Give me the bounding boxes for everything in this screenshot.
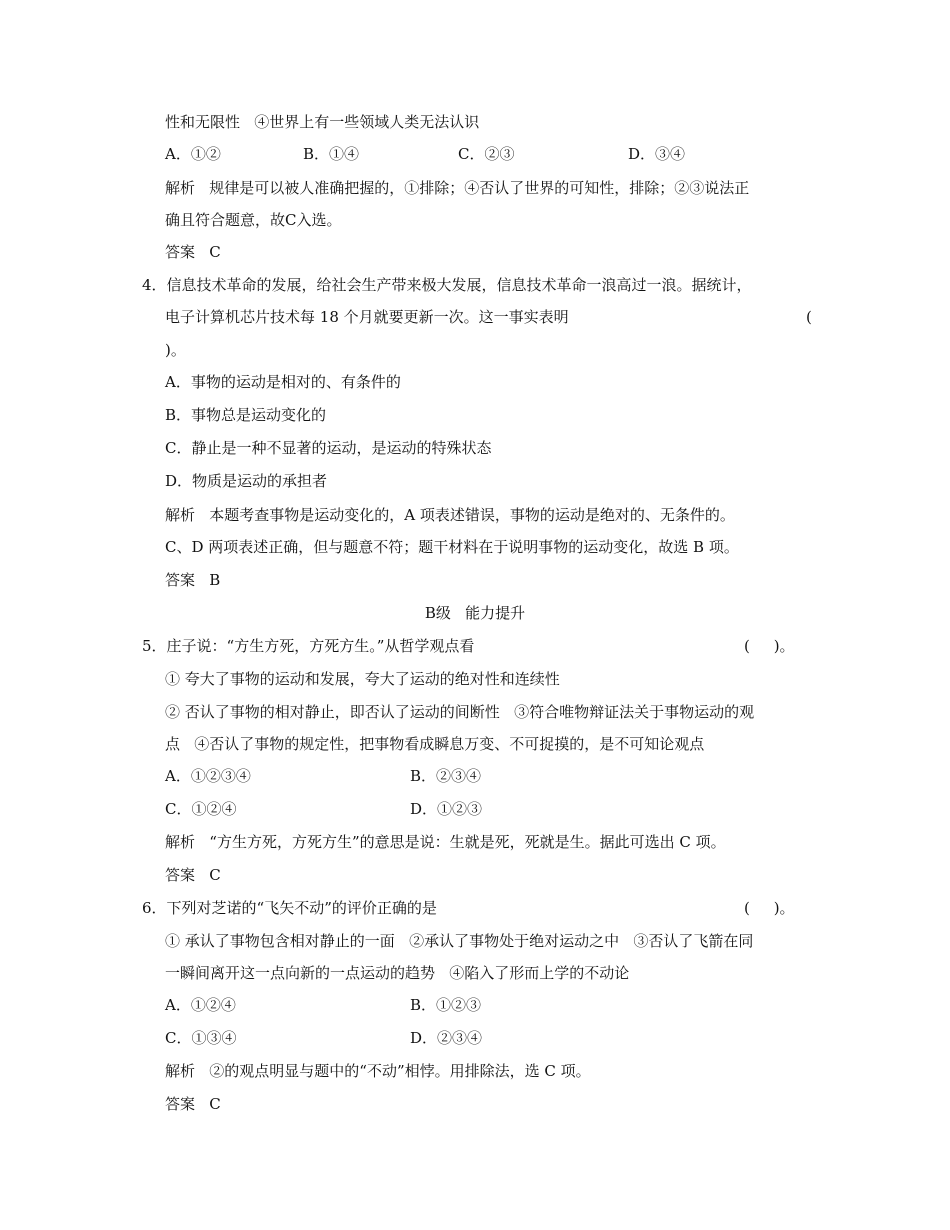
q4-stem-line-3: )。: [165, 341, 186, 359]
q5-statement-1: ① 夸大了事物的运动和发展，夸大了运动的绝对性和连续性: [165, 670, 560, 688]
section-heading: B级 能力提升: [424, 604, 526, 622]
q6-analysis: 解析 ②的观点明显与题中的“不动”相悖。用排除法，选 C 项。: [165, 1062, 591, 1080]
q6-option-d: D．②③④: [410, 1029, 483, 1047]
q6-stem: 6．下列对芝诺的“飞矢不动”的评价正确的是: [142, 899, 437, 917]
q4-option-d: D．物质是运动的承担者: [165, 472, 328, 490]
q3-option-d: D．③④: [628, 145, 686, 163]
q3-option-c: C．②③: [458, 145, 515, 163]
q5-option-b: B．②③④: [410, 767, 482, 785]
q5-analysis: 解析 “方生方死，方死方生”的意思是说：生就是死，死就是生。据此可选出 C 项。: [165, 833, 726, 851]
q4-analysis-line-1: 解析 本题考查事物是运动变化的，A 项表述错误，事物的运动是绝对的、无条件的。: [165, 506, 735, 524]
q3-stem-continuation: 性和无限性 ④世界上有一些领域人类无法认识: [165, 113, 480, 131]
q6-option-c: C．①③④: [165, 1029, 237, 1047]
q5-answer: 答案 C: [165, 866, 221, 884]
q6-answer: 答案 C: [165, 1095, 221, 1113]
q5-option-d: D．①②③: [410, 800, 483, 818]
q4-answer-paren-open: (: [806, 308, 812, 326]
q6-statement-2: 一瞬间离开这一点向新的一点运动的趋势 ④陷入了形而上学的不动论: [165, 964, 630, 982]
q3-analysis-line-1: 解析 规律是可以被人准确把握的，①排除；④否认了世界的可知性，排除；②③说法正: [165, 179, 750, 197]
q6-option-b: B．①②③: [410, 996, 482, 1014]
q4-option-b: B．事物总是运动变化的: [165, 406, 327, 424]
q4-analysis-line-2: C、D 两项表述正确，但与题意不符；题干材料在于说明事物的运动变化，故选 B 项。: [165, 538, 739, 556]
q3-analysis-line-2: 确且符合题意，故C入选。: [165, 211, 342, 229]
q5-option-c: C．①②④: [165, 800, 237, 818]
q6-answer-paren: ( )。: [744, 899, 795, 917]
q4-option-a: A．事物的运动是相对的、有条件的: [165, 373, 401, 391]
q5-answer-paren: ( )。: [744, 637, 795, 655]
q3-option-a: A．①②: [165, 145, 221, 163]
q6-statement-1: ① 承认了事物包含相对静止的一面 ②承认了事物处于绝对运动之中 ③否认了飞箭在同: [165, 932, 754, 950]
q6-option-a: A．①②④: [165, 996, 236, 1014]
q4-answer: 答案 B: [165, 571, 221, 589]
q4-option-c: C．静止是一种不显著的运动，是运动的特殊状态: [165, 439, 492, 457]
q5-option-a: A．①②③④: [165, 767, 251, 785]
q3-option-b: B．①④: [303, 145, 360, 163]
q3-answer: 答案 C: [165, 243, 221, 261]
q5-statement-3: 点 ④否认了事物的规定性，把事物看成瞬息万变、不可捉摸的，是不可知论观点: [165, 735, 705, 753]
q4-stem-line-2: 电子计算机芯片技术每 18 个月就要更新一次。这一事实表明: [165, 308, 569, 326]
q5-stem: 5．庄子说：“方生方死，方死方生。”从哲学观点看: [142, 637, 475, 655]
q4-stem-line-1: 4．信息技术革命的发展，给社会生产带来极大发展，信息技术革命一浪高过一浪。据统计，: [142, 276, 752, 294]
q5-statement-2: ② 否认了事物的相对静止，即否认了运动的间断性 ③符合唯物辩证法关于事物运动的观: [165, 703, 755, 721]
